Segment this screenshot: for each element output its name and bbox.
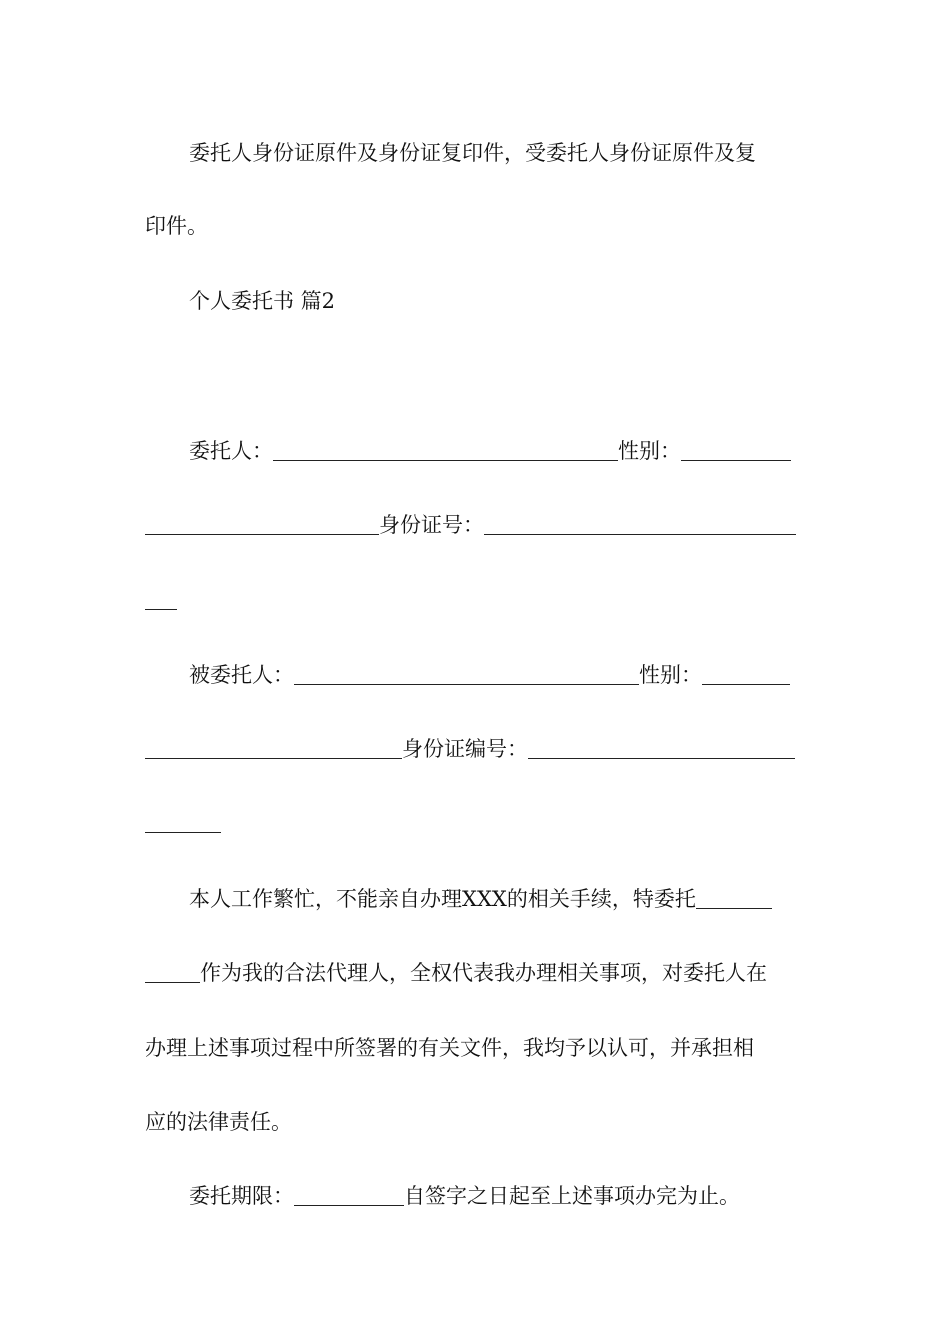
id-serial-label: 身份证编号： — [402, 737, 528, 761]
term-text: 自签字之日起至上述事项办完为止。 — [404, 1184, 740, 1208]
paragraph-line — [145, 1107, 807, 1137]
agent-id-row — [145, 734, 807, 764]
text: 委托人身份证原件及身份证复印件，受委托人身份证原件及复 — [189, 141, 756, 165]
principal-id-blank[interactable] — [484, 510, 796, 532]
agent-gender-blank[interactable] — [702, 660, 790, 682]
delegate-blank[interactable] — [696, 884, 772, 906]
text: 应的法律责任。 — [145, 1110, 292, 1134]
principal-label: 委托人： — [189, 439, 273, 463]
paragraph-line — [189, 138, 807, 168]
term-row — [189, 1181, 807, 1211]
principal-id-row — [145, 510, 807, 540]
agent-gender-blank-cont[interactable] — [145, 734, 402, 756]
gender-label: 性别： — [618, 439, 681, 463]
paragraph-line — [145, 1033, 807, 1063]
id-number-label: 身份证号： — [379, 513, 484, 537]
text: 办理上述事项过程中所签署的有关文件，我均予以认可，并承担相 — [145, 1036, 754, 1060]
term-label: 委托期限： — [189, 1184, 294, 1208]
agent-id-blank[interactable] — [528, 734, 795, 756]
principal-gender-blank[interactable] — [681, 436, 791, 458]
section-heading — [189, 286, 807, 316]
text: 作为我的合法代理人，全权代表我办理相关事项，对委托人在 — [200, 961, 767, 985]
principal-gender-blank-cont[interactable] — [145, 510, 379, 532]
agent-name-blank[interactable] — [294, 660, 639, 682]
agent-label: 被委托人： — [189, 663, 294, 687]
principal-name-blank[interactable] — [273, 436, 618, 458]
term-blank[interactable] — [294, 1181, 404, 1203]
paragraph-line — [145, 211, 807, 241]
principal-id-blank-cont[interactable] — [145, 609, 177, 610]
agent-row — [189, 660, 807, 690]
principal-row — [189, 436, 807, 466]
paragraph-line — [145, 958, 807, 988]
text: 本人工作繁忙，不能亲自办理XXX的相关手续，特委托 — [189, 887, 696, 911]
paragraph-line — [189, 884, 807, 914]
delegate-blank-cont[interactable] — [145, 958, 200, 980]
text: 印件。 — [145, 214, 208, 238]
agent-id-blank-cont[interactable] — [145, 832, 221, 833]
gender-label: 性别： — [639, 663, 702, 687]
heading-text: 个人委托书 篇2 — [189, 289, 336, 313]
